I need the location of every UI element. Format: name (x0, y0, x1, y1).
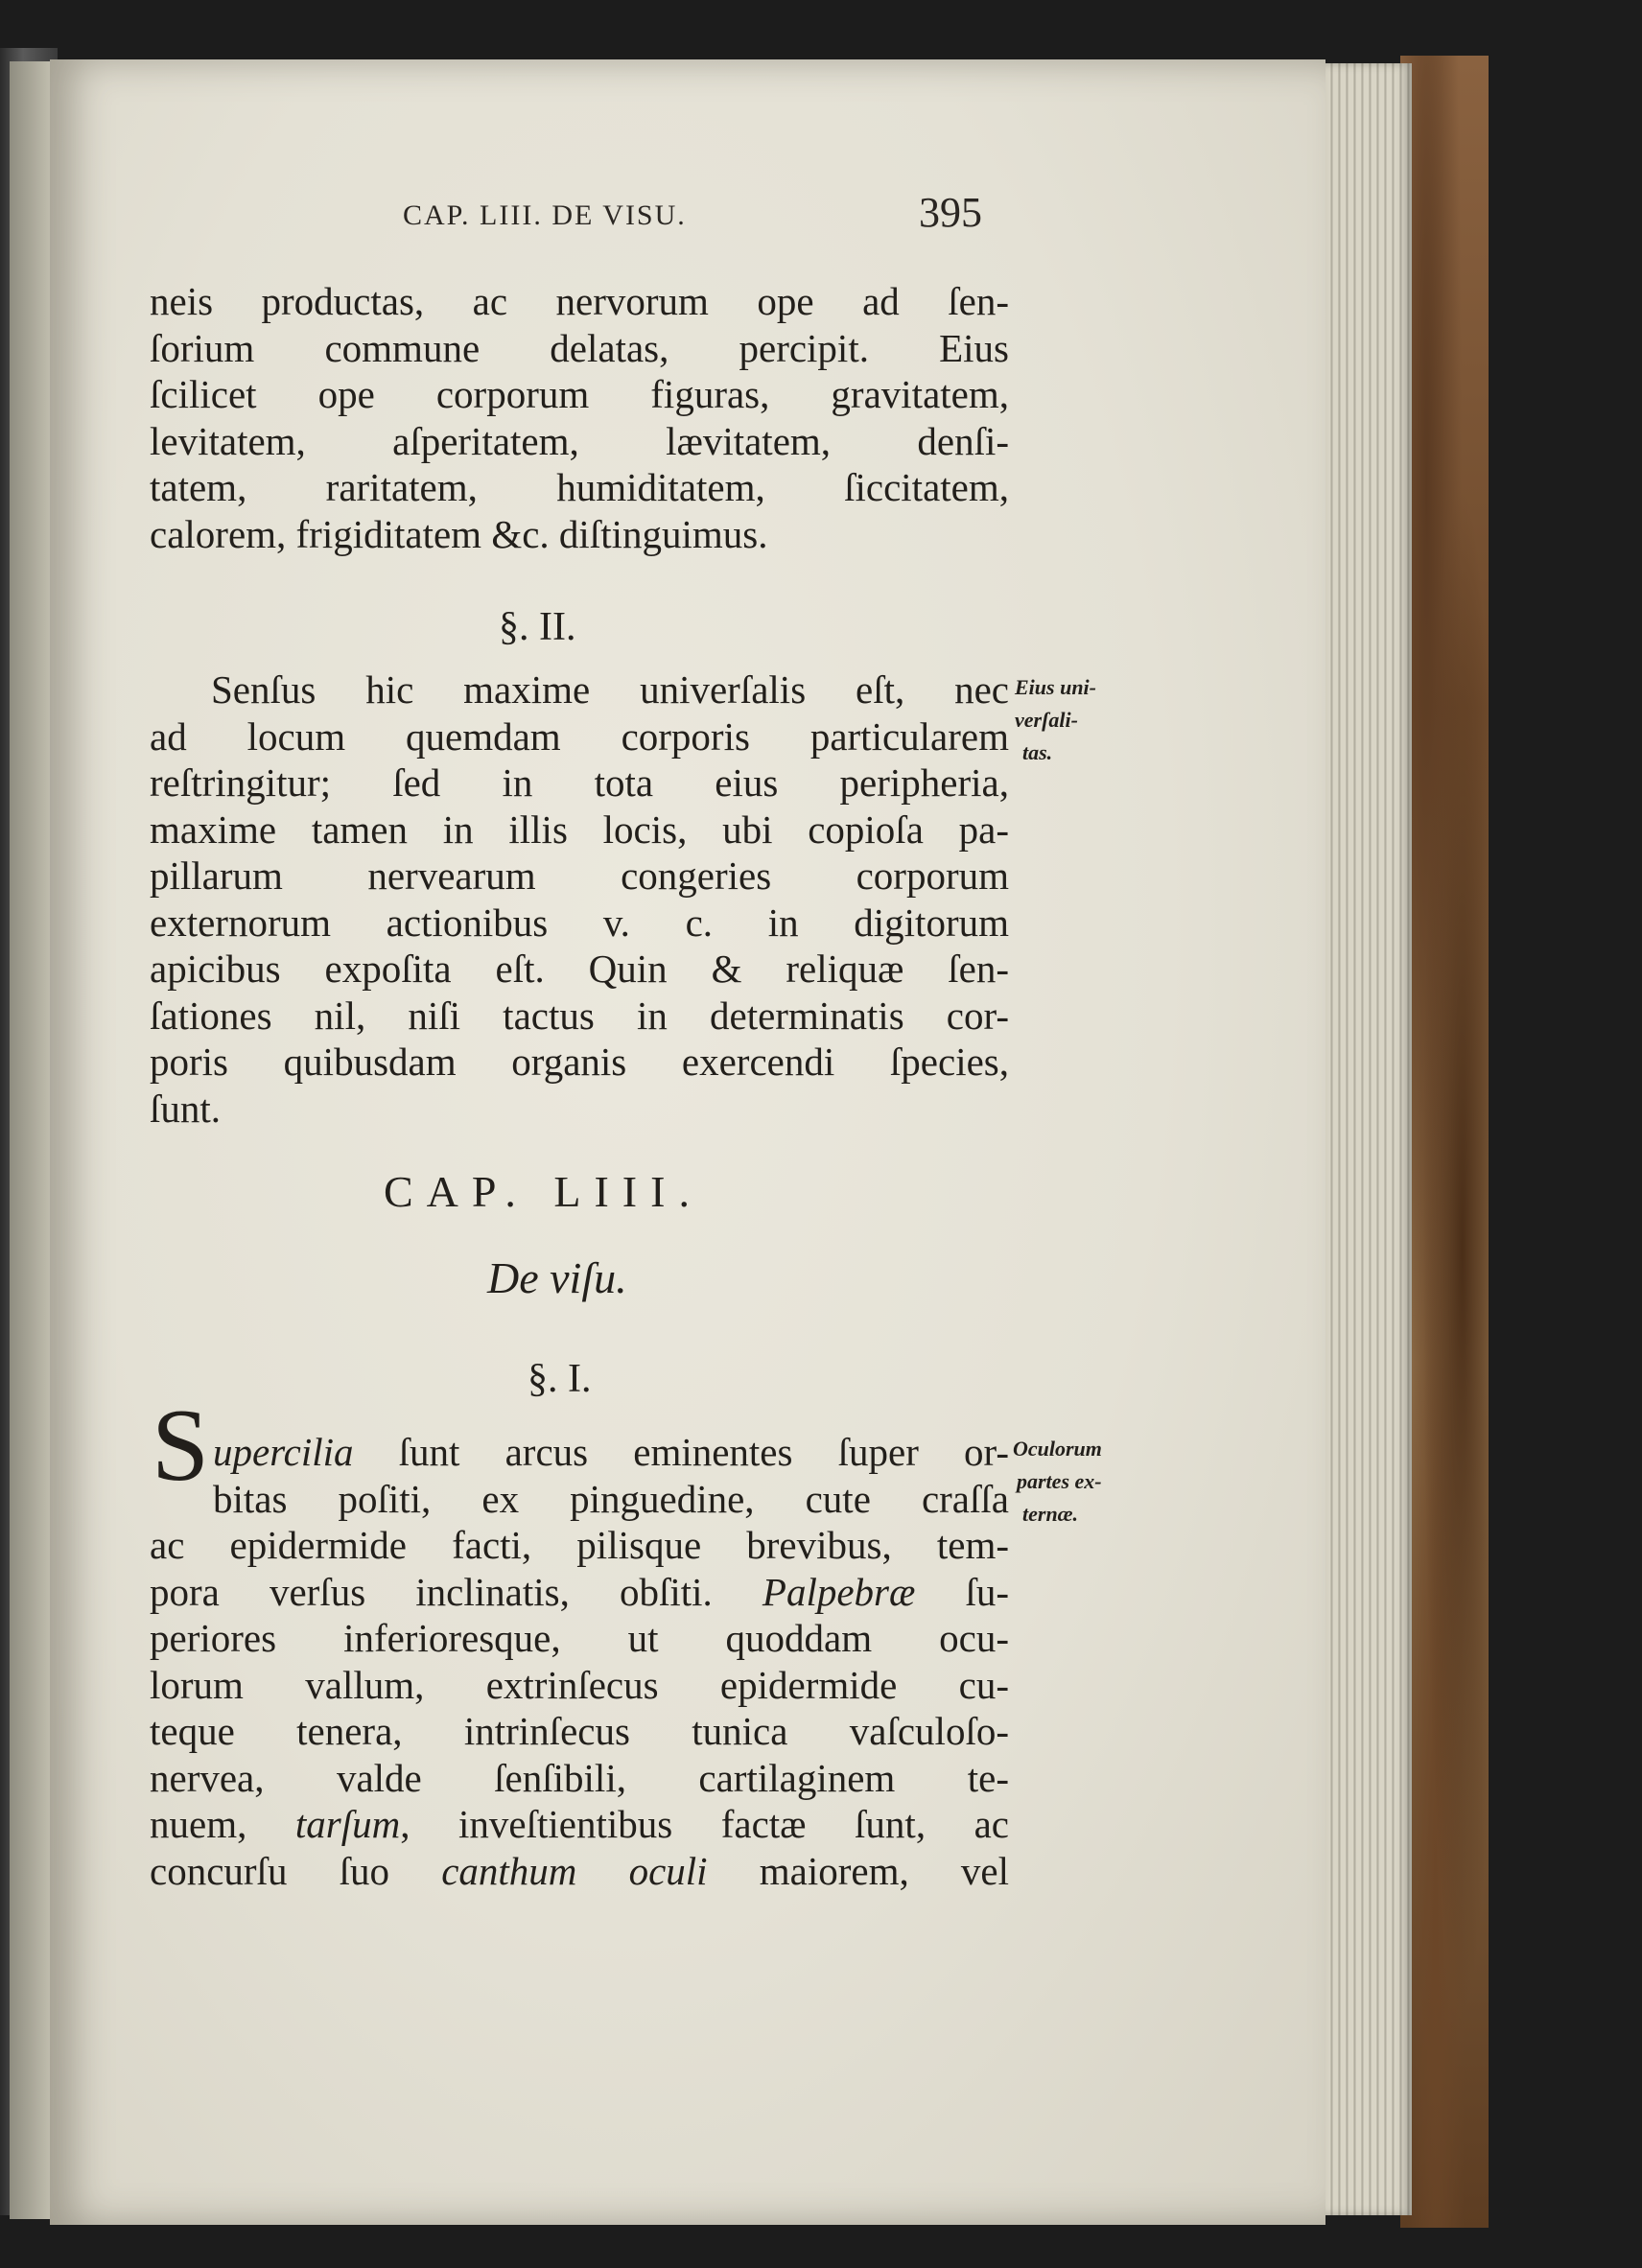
text-line: ſorium commune delatas, percipit. Eius (150, 325, 1009, 370)
text-line: bitas poſiti, ex pinguedine, cute craſſa (213, 1476, 1009, 1521)
text-line (150, 1801, 1009, 1848)
text-line: tatem, raritatem, humiditatem, ſiccitatem, (150, 465, 1009, 509)
page-block-edges (1325, 63, 1412, 2215)
text-run: concurſu ſuo (150, 1848, 442, 1893)
italic-term: upercilia (213, 1430, 354, 1474)
text-line: ſunt. (150, 1086, 222, 1131)
chapter-subtitle: De viſu. (487, 1253, 627, 1302)
text-run: pora verſus inclinatis, obſiti. (150, 1569, 762, 1614)
section-ii-paragraph (150, 666, 1009, 1132)
section-i-paragraph (150, 1429, 1009, 1894)
text-run: , inveſtientibus factæ ſunt, ac (400, 1802, 1009, 1846)
marbled-back-board (1400, 56, 1489, 2228)
text-run: nuem, (150, 1802, 295, 1846)
drop-cap: S (152, 1389, 210, 1503)
text-line: reſtringitur; ſed in tota eius peripheria, (150, 760, 1009, 805)
margin-note-line: tas. (1022, 740, 1053, 764)
chapter-title: CAP. LIII. (384, 1167, 703, 1216)
text-run: ſunt arcus eminentes ſuper or- (353, 1430, 1009, 1474)
running-head: CAP. LIII. DE VISU. (403, 199, 687, 231)
text-line: ac epidermide facti, pilisque brevibus, tem- (150, 1523, 1009, 1567)
text-line: ſcilicet ope corporum figuras, gravitatem, (150, 372, 1009, 416)
text-line: levitatem, aſperitatem, lævitatem, denſi- (150, 418, 1009, 463)
text-line (150, 1429, 1009, 1476)
margin-note-line: Eius uni- (1015, 675, 1096, 699)
section-heading-ii: §. II. (499, 605, 576, 649)
margin-note-universalitas (1015, 671, 1096, 769)
text-line: periores inferioresque, ut quoddam ocu- (150, 1616, 1009, 1660)
text-line: externorum actionibus v. c. in digitorum (150, 900, 1009, 945)
text-line: apicibus expoſita eſt. Quin & reliquæ ſen- (150, 947, 1009, 991)
text-line: nervea, valde ſenſibili, cartilaginem te- (150, 1755, 1009, 1800)
page-number: 395 (919, 189, 982, 236)
text-line: maxime tamen in illis locis, ubi copioſa pa- (150, 807, 1009, 852)
text-line: pillarum nervearum congeries corporum (150, 853, 1009, 898)
text-line: poris quibusdam organis exercendi ſpecies, (150, 1040, 1009, 1084)
text-line: teque tenera, intrinſecus tunica vaſculoſo- (150, 1709, 1009, 1753)
text-run: ſu- (915, 1569, 1010, 1614)
text-line: ſationes nil, niſi tactus in determinatis cor- (150, 993, 1009, 1038)
text-line: lorum vallum, extrinſecus epidermide cu- (150, 1662, 1009, 1707)
margin-note-line: Oculorum (1013, 1437, 1102, 1461)
margin-note-line: ternæ. (1022, 1502, 1079, 1526)
text-line: Senſus hic maxime univerſalis eſt, nec (211, 667, 1009, 712)
italic-term: Palpebræ (762, 1569, 916, 1614)
text-line: ad locum quemdam corporis particularem (150, 713, 1009, 759)
text-line: calorem, frigiditatem &c. diſtinguimus. (150, 511, 768, 556)
text-line (150, 1569, 1009, 1616)
text-line: neis productas, ac nervorum ope ad ſen- (150, 279, 1009, 323)
paragraph-continuation (150, 278, 1009, 557)
text-line (150, 1848, 1009, 1895)
margin-note-line: verſali- (1015, 708, 1078, 732)
italic-term: tarſum (294, 1802, 401, 1846)
text-run: maiorem, vel (707, 1848, 1009, 1893)
italic-term: canthum oculi (441, 1848, 708, 1893)
margin-note-line: partes ex- (1017, 1469, 1102, 1493)
section-heading-i: §. I. (528, 1357, 592, 1401)
margin-note-oculorum (1013, 1433, 1102, 1531)
